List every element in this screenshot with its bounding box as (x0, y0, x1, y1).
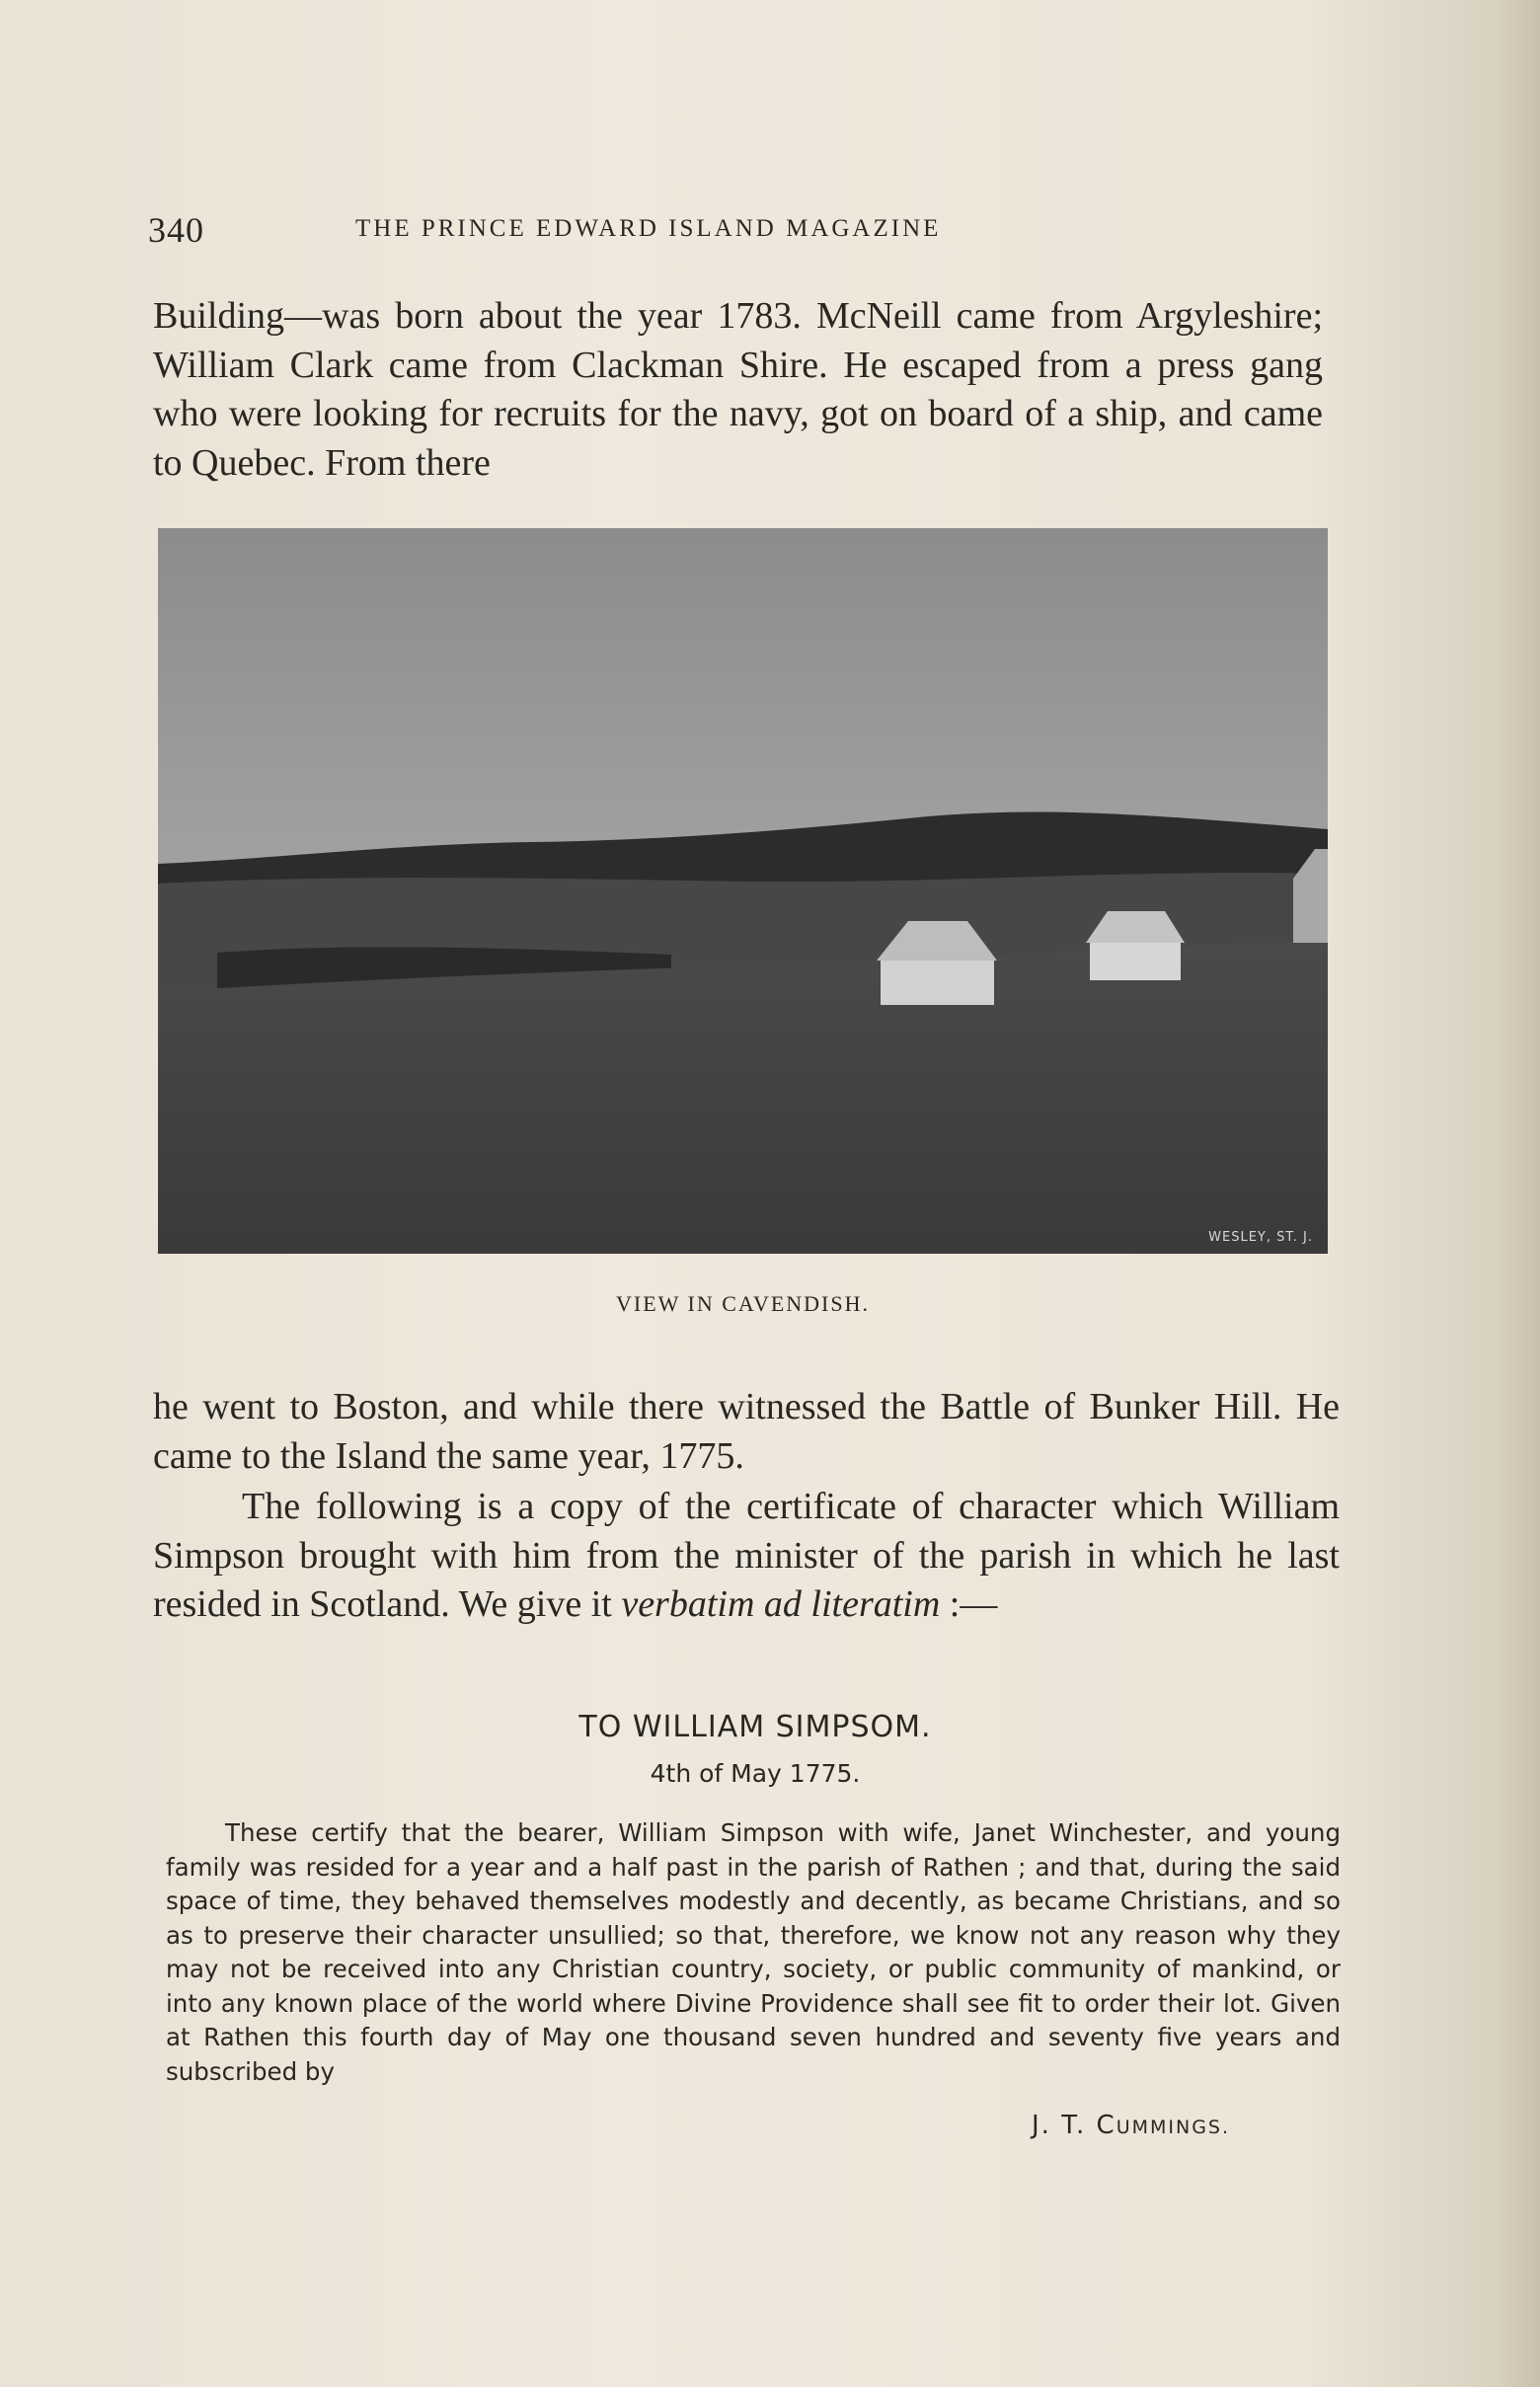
farmhouse-right (1086, 911, 1185, 980)
landscape-image (158, 528, 1328, 1254)
certificate-body: These certify that the bearer, William Simpson with wife, Janet Winchester, and young family was resided for a year and a half past in the parish of Rathen ; and that, during the said space of time, they behaved themselves modestly and decently, as became Christians, and so as to preserve their character unsullied; so that, therefore, we know not any reason why they may not be received into any Christian country, society, or public community of mankind, or into any known place of the world where Divine Providence shall see fit to order their lot. Given at Rathen this fourth day of May one thousand seven hundred and seventy five years and subscribed by (166, 1818, 1341, 2086)
photo-caption: VIEW IN CAVENDISH. (615, 1291, 870, 1316)
certificate-date: 4th of May 1775. (650, 1759, 861, 1788)
cavendish-photograph (158, 528, 1328, 1254)
intro-end: :— (940, 1583, 998, 1625)
paragraph-boston: he went to Boston, and while there witnessed the Battle of Bunker Hill. He came to the Island the same year, 1775. (153, 1386, 1340, 1477)
page-header (148, 209, 1343, 249)
certificate-title: TO WILLIAM SIMPSOM. (578, 1710, 932, 1744)
signature-rest: UMMINGS. (1116, 2117, 1231, 2138)
page-number: 340 (148, 210, 204, 250)
certificate-signature (1032, 2111, 1230, 2140)
paragraph-certificate-intro (153, 1483, 1340, 1630)
running-title: THE PRINCE EDWARD ISLAND MAGAZINE (355, 215, 942, 242)
signature-initial: J. T. C (1032, 2111, 1116, 2140)
intro-italic: verbatim ad literatim (621, 1583, 941, 1625)
paragraph-building: Building—was born about the year 1783. McNeill came from Argyleshire; William Clark came from Clackman Shire. He escaped from a press gang who were looking for recruits for the navy, got on board of a ship, and came to Quebec. From there (153, 295, 1323, 484)
foreground-field (158, 941, 1328, 1254)
photo-credit: WESLEY, ST. J. (1208, 1230, 1313, 1245)
intro-text: The following is a copy of the certificate of character which William Simpson brought with him from the minister of the parish in which he last resided in Scotland. We give it (153, 1486, 1340, 1625)
